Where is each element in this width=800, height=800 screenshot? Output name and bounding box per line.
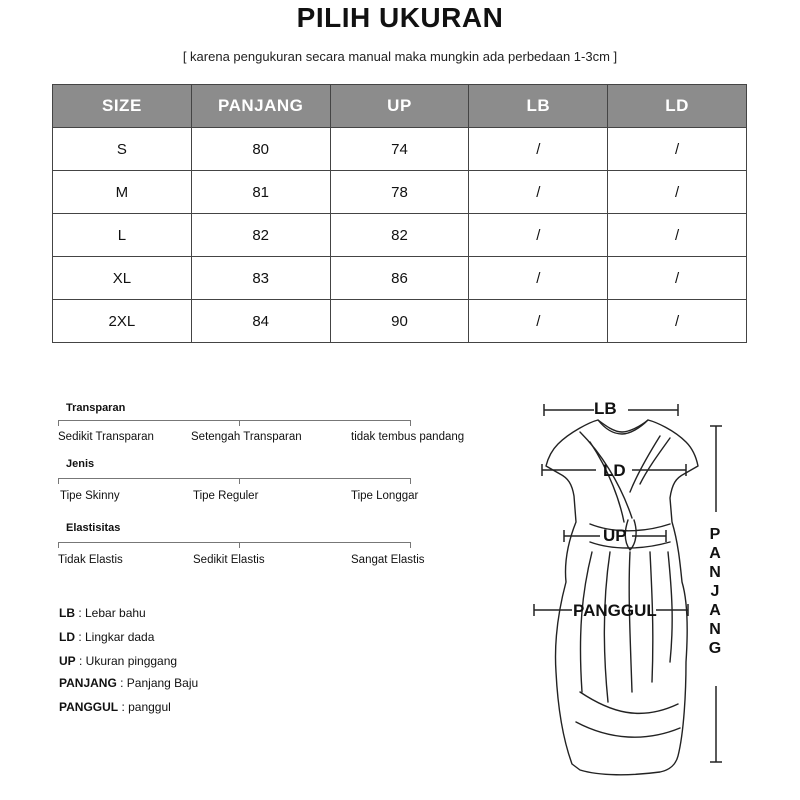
cell-ld: / — [608, 300, 747, 343]
table-row — [53, 214, 747, 257]
dress-drape — [590, 442, 624, 522]
table-row — [53, 257, 747, 300]
legend-desc: : Lebar bahu — [75, 606, 146, 620]
legend-key: PANGGUL — [59, 700, 119, 714]
page-title: PILIH UKURAN — [296, 2, 504, 33]
cell-size: M — [53, 171, 192, 214]
table-row — [53, 128, 747, 171]
panjang-letter: A — [709, 545, 721, 562]
up-label: UP — [603, 526, 627, 545]
elastisitas-option: Tidak Elastis — [58, 554, 123, 566]
legend-item — [59, 630, 154, 644]
dress-knot — [590, 542, 670, 548]
dress-fold — [629, 552, 632, 692]
header-lb: LB — [469, 85, 608, 128]
dress-drape — [630, 436, 660, 492]
cell-up: 74 — [330, 128, 469, 171]
cell-panjang: 82 — [191, 214, 330, 257]
cell-lb: / — [469, 300, 608, 343]
scale-tick — [239, 478, 240, 484]
legend-key: LD — [59, 630, 75, 644]
header-up: UP — [330, 85, 469, 128]
table-header-row — [53, 85, 747, 128]
legend-desc: : Lingkar dada — [75, 630, 155, 644]
cell-ld: / — [608, 171, 747, 214]
jenis-option: Tipe Longgar — [351, 490, 419, 502]
cell-up: 78 — [330, 171, 469, 214]
dress-diagram — [520, 392, 790, 792]
dress-knot — [625, 520, 636, 550]
elastisitas-scale — [58, 520, 425, 570]
scale-line — [58, 478, 410, 479]
cell-size: S — [53, 128, 192, 171]
dress-fold — [576, 722, 680, 737]
header-ld: LD — [608, 85, 747, 128]
cell-up: 82 — [330, 214, 469, 257]
panjang-vertical-label — [700, 525, 730, 658]
legend-desc: : Ukuran pinggang — [75, 654, 178, 668]
dress-fold — [604, 552, 610, 702]
cell-size: L — [53, 214, 192, 257]
ld-label: LD — [603, 461, 626, 480]
jenis-scale — [58, 456, 418, 506]
legend-desc: : panggul — [118, 700, 171, 714]
dress-fold — [580, 692, 678, 713]
cell-ld: / — [608, 214, 747, 257]
transparan-label: Transparan — [66, 402, 126, 414]
transparan-option: tidak tembus pandang — [351, 431, 465, 443]
header-panjang: PANJANG — [191, 85, 330, 128]
panjang-letter: A — [709, 602, 721, 619]
legend-key: UP — [59, 654, 76, 668]
dress-knot — [590, 524, 670, 531]
elastisitas-option: Sedikit Elastis — [193, 554, 265, 566]
scale-tick — [239, 542, 240, 548]
lb-label: LB — [594, 399, 617, 418]
scale-line — [58, 542, 410, 543]
panjang-letter: N — [709, 621, 721, 638]
jenis-label: Jenis — [66, 458, 95, 470]
elastisitas-label: Elastisitas — [66, 522, 121, 534]
cell-ld: / — [608, 257, 747, 300]
jenis-option: Tipe Reguler — [193, 490, 259, 502]
cell-up: 86 — [330, 257, 469, 300]
cell-panjang: 81 — [191, 171, 330, 214]
dress-fold — [668, 552, 672, 662]
transparan-scale — [58, 400, 465, 450]
scale-tick — [58, 542, 59, 548]
scale-tick — [410, 478, 411, 484]
cell-panjang: 80 — [191, 128, 330, 171]
cell-lb: / — [469, 257, 608, 300]
panjang-letter: J — [710, 583, 720, 600]
panjang-letter: N — [709, 564, 721, 581]
jenis-option: Tipe Skinny — [60, 490, 120, 502]
scale-tick — [239, 420, 240, 426]
scale-tick — [58, 420, 59, 426]
header-size: SIZE — [53, 85, 192, 128]
size-table — [52, 84, 747, 343]
transparan-option: Sedikit Transparan — [58, 431, 154, 443]
cell-lb: / — [469, 128, 608, 171]
elastisitas-option: Sangat Elastis — [351, 554, 425, 566]
legend-desc: : Panjang Baju — [116, 676, 199, 690]
cell-up: 90 — [330, 300, 469, 343]
cell-size: XL — [53, 257, 192, 300]
legend-key: LB — [59, 606, 75, 620]
legend-item — [59, 676, 198, 690]
legend-item — [59, 700, 171, 714]
legend-item — [59, 654, 177, 668]
table-row — [53, 300, 747, 343]
panjang-letter: P — [709, 526, 721, 543]
cell-panjang: 83 — [191, 257, 330, 300]
scale-tick — [58, 478, 59, 484]
panjang-letter: G — [708, 640, 722, 657]
cell-lb: / — [469, 171, 608, 214]
legend-item — [59, 606, 146, 620]
cell-panjang: 84 — [191, 300, 330, 343]
measurement-note: [ karena pengukuran secara manual maka mungkin ada perbedaan 1-3cm ] — [182, 49, 618, 64]
cell-size: 2XL — [53, 300, 192, 343]
scale-tick — [410, 542, 411, 548]
scale-line — [58, 420, 410, 421]
legend-key: PANJANG — [59, 676, 117, 690]
scale-tick — [410, 420, 411, 426]
table-row — [53, 171, 747, 214]
dress-fold — [580, 552, 592, 692]
panggul-label: PANGGUL — [573, 601, 657, 620]
cell-lb: / — [469, 214, 608, 257]
transparan-option: Setengah Transparan — [191, 431, 302, 443]
cell-ld: / — [608, 128, 747, 171]
